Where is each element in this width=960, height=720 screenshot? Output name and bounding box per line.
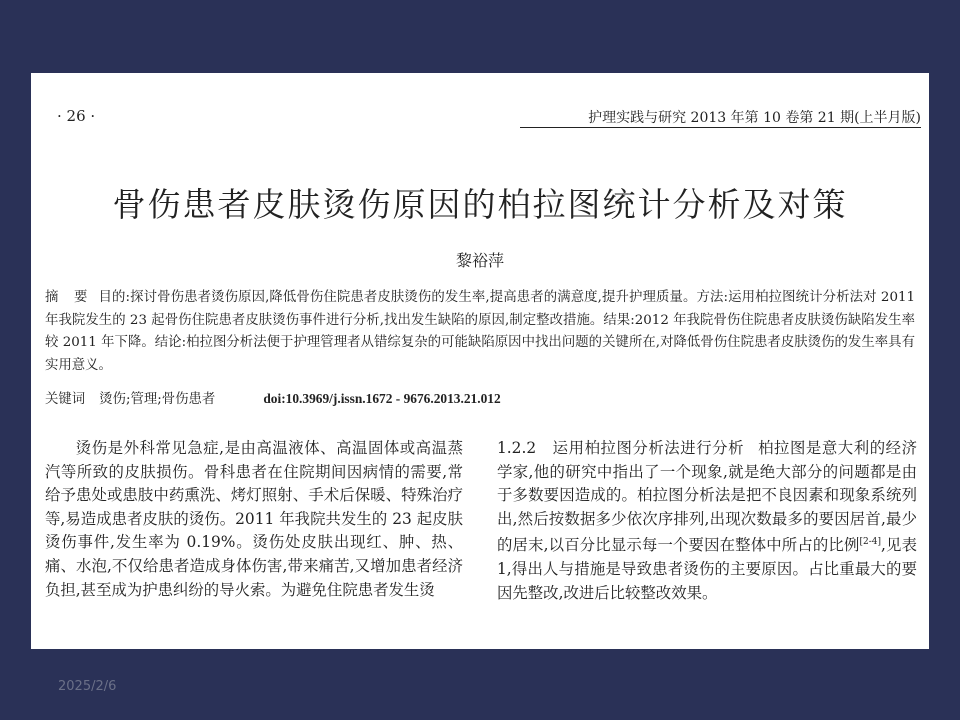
article-author: 黎裕萍 <box>455 251 504 270</box>
body-right-paragraph <box>497 437 917 605</box>
body-column-right <box>497 437 917 605</box>
citation-ref: [2-4] <box>859 537 881 548</box>
paper-page <box>31 73 929 649</box>
body-left-paragraph: 烫伤是外科常见急症,是由高温液体、高温固体或高温蒸汽等所致的皮肤损伤。骨科患者在住院期间因病情的需要,常给予患处或患肢中药熏洗、烤灯照射、手术后保暖、特殊治疗等,易造成患者皮肤的烫伤。2011 年我院共发生的 23 起皮肤烫伤事件,发生率为 0.19%。烫伤处皮肤出现红、肿、热、痛、水泡,不仅给患者造成身体伤害,带来痛苦,又增加患者经济负担,甚至成为护患纠纷的导火索。为避免住院患者发生烫 <box>45 439 463 599</box>
header-rule <box>520 127 921 128</box>
page-number: · 26 · <box>57 107 96 125</box>
abstract-label: 摘 要 <box>45 290 89 305</box>
article-title: 骨伤患者皮肤烫伤原因的柏拉图统计分析及对策 <box>112 185 848 224</box>
journal-header: 护理实践与研究 2013 年第 10 卷第 21 期(上半月版) <box>588 110 921 126</box>
doi: doi:10.3969/j.issn.1672 - 9676.2013.21.012 <box>263 391 501 406</box>
section-heading: 1.2.2 运用柏拉图分析法进行分析 <box>497 439 745 457</box>
abstract <box>45 287 915 377</box>
keywords <box>45 388 501 407</box>
body-right-text-2: ,见表 1,得出人与措施是导致患者烫伤的主要原因。占比重最大的要因先整改,改进后比较整改效果。 <box>497 536 917 602</box>
body-column-left <box>45 437 463 602</box>
body-right-text-1: 柏拉图是意大利的经济学家,他的研究中指出了一个现象,就是绝大部分的问题都是由于多数要因造成的。柏拉图分析法是把不良因素和现象系统列出,然后按数据多少依次序排列,出现次数最多的要因居首,最少的居末,以百分比显示每一个要因在整体中所占的比例 <box>497 439 917 555</box>
abstract-text: 目的:探讨骨伤患者烫伤原因,降低骨伤住院患者皮肤烫伤的发生率,提高患者的满意度,提升护理质量。方法:运用柏拉图统计分析法对 2011 年我院发生的 23 起骨伤住院患者皮肤烫伤事件进行分析,找出发生缺陷的原因,制定整改措施。结果:2012 年我院骨伤住院患者皮肤烫伤缺陷发生率较 2011 年下降。结论:柏拉图分析法便于护理管理者从错综复杂的可能缺陷原因中找出问题的关键所在,对降低骨伤住院患者皮肤烫伤的发生率具有实用意义。 <box>45 290 916 373</box>
keywords-text: 烫伤;管理;骨伤患者 <box>99 392 216 407</box>
keywords-label: 关键词 <box>45 392 86 407</box>
slide-date: 2025/2/6 <box>58 679 117 694</box>
